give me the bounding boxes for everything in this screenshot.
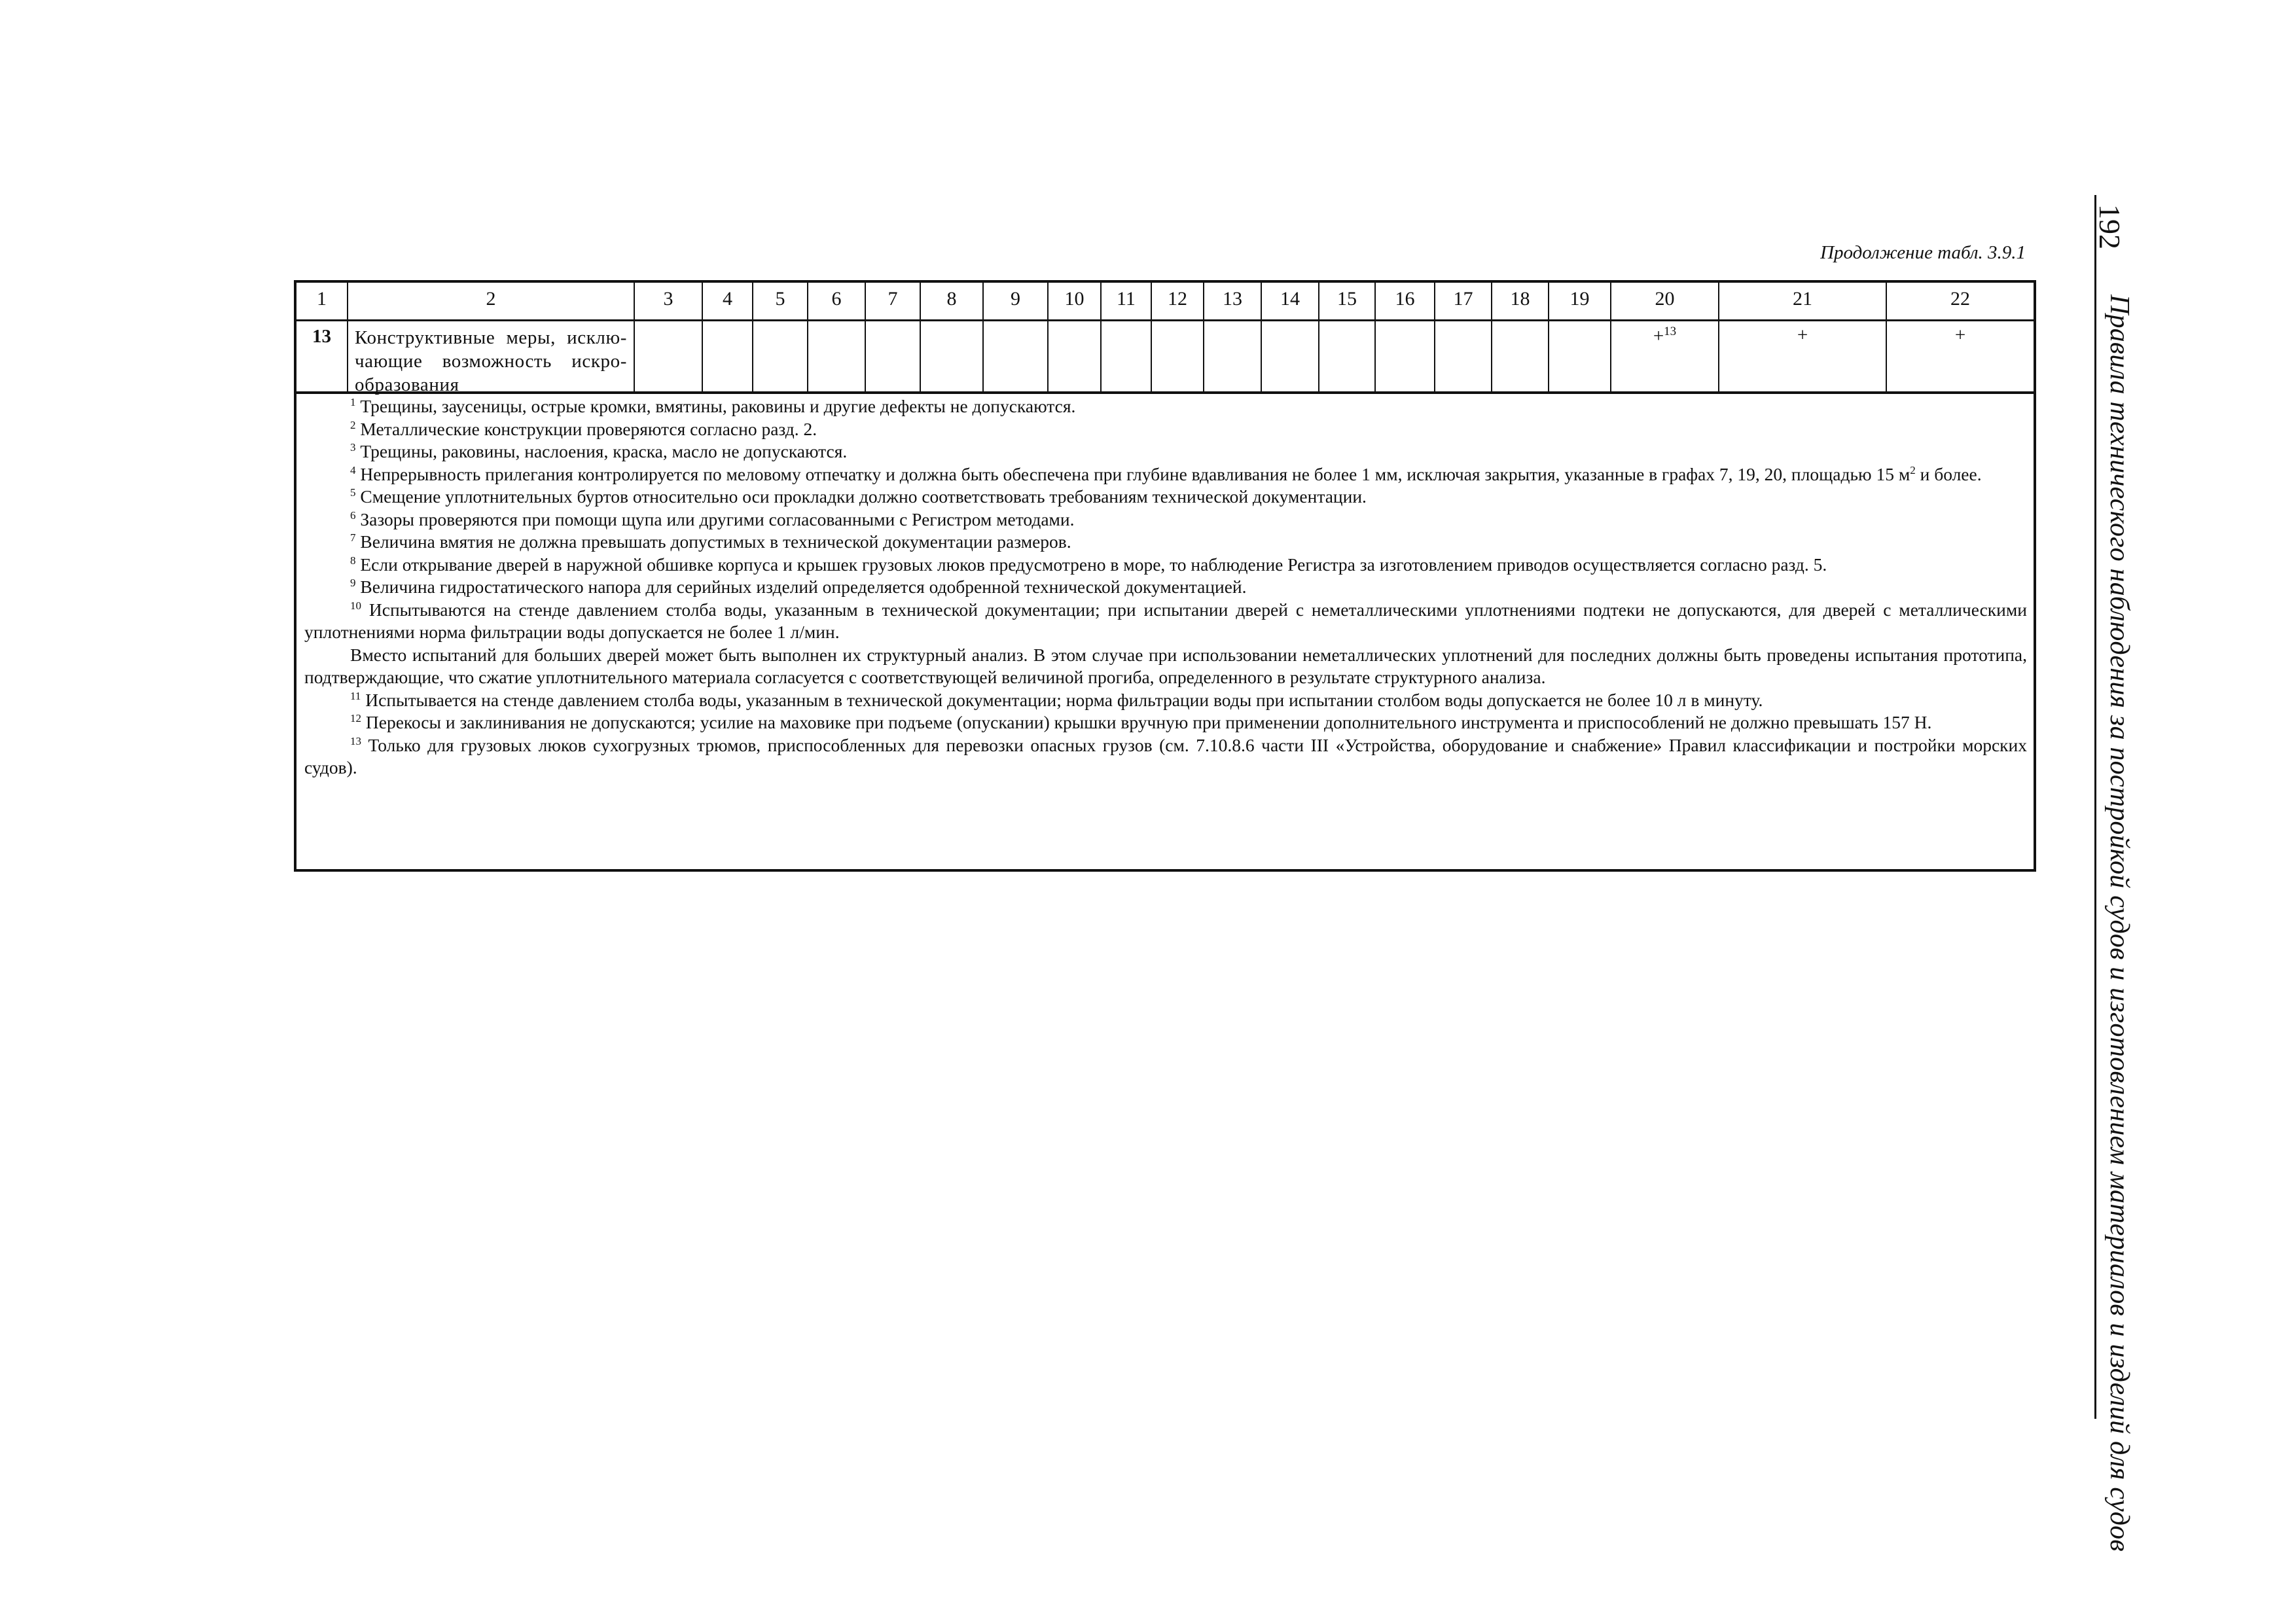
cell-col-21 [1719, 319, 1887, 391]
row-number: 13 [296, 319, 348, 391]
plus-mark: + [1653, 325, 1664, 347]
cell-col-4 [703, 319, 753, 391]
column-header-5: 5 [753, 283, 808, 319]
requirements-table [294, 280, 2036, 872]
column-header-12: 12 [1152, 283, 1204, 319]
footnote-text: Перекосы и заклинивания не допускаются; усилие на маховике при подъеме (опускании) крышки вручную при применении дополнительного инструмента и приспособлений не должно превышать 157 Н. [365, 712, 1932, 732]
footnote-number: 1 [350, 395, 356, 408]
cell-col-15 [1319, 319, 1376, 391]
footnote-number: 10 [350, 599, 361, 612]
footnote-number: 7 [350, 531, 356, 544]
footnote-text: Зазоры проверяются при помощи щупа или другими согласованными с Регистром методами. [360, 508, 1075, 529]
column-header-8: 8 [921, 283, 984, 319]
footnote-text: Непрерывность прилегания контролируется по меловому отпечатку и должна быть обеспечена при глубине вдавливания не более 1 мм, исключая закрытия, указанные в графах 7, 19, 20, площадью 15 м [360, 463, 1910, 484]
footnote-text: Величина гидростатического напора для серийных изделий определяется одобренной технической документацией. [360, 577, 1247, 597]
footnote [304, 463, 2027, 486]
running-head: Правила технического наблюдения за постройкой судов и изготовлением материалов и изделий для судов [2104, 294, 2134, 1552]
cell-col-12 [1152, 319, 1204, 391]
footnote-number: 4 [350, 463, 356, 476]
footnote [304, 486, 2027, 508]
footnote-number: 6 [350, 508, 356, 522]
column-header-15: 15 [1319, 283, 1376, 319]
table-row [296, 319, 2034, 394]
footnote [304, 418, 2027, 441]
footnote [304, 644, 2027, 689]
footnote-number: 11 [350, 689, 361, 702]
footnote-text: Испытывается на стенде давлением столба воды, указанным в технической документации; норма фильтрации воды при испытании столбом воды допускается не более 10 л в минуту. [365, 689, 1763, 710]
header-row [296, 283, 2034, 321]
cell-col-20 [1611, 319, 1719, 391]
footnote-text: Величина вмятия не должна превышать допустимых в технической документации размеров. [360, 531, 1071, 552]
footnote [304, 576, 2027, 599]
footnote-number: 8 [350, 554, 356, 567]
column-header-1: 1 [296, 283, 348, 319]
column-header-21: 21 [1719, 283, 1887, 319]
cell-col-5 [753, 319, 808, 391]
cell-col-3 [635, 319, 703, 391]
column-header-22: 22 [1950, 288, 1970, 310]
column-header-3: 3 [635, 283, 703, 319]
footnote [304, 734, 2027, 779]
footnote [304, 440, 2027, 463]
column-header-7: 7 [866, 283, 921, 319]
footnote-number: 2 [350, 418, 356, 431]
footnote [304, 508, 2027, 531]
cell-col-9 [984, 319, 1049, 391]
column-header-18: 18 [1492, 283, 1549, 319]
footnote-text: Если открывание дверей в наружной обшивке корпуса и крышек грузовых люков предусмотрено в море, то наблюдение Регистра за изготовлением приводов осуществляется согласно разд. 5. [360, 554, 1827, 575]
column-header-16: 16 [1376, 283, 1435, 319]
footnote-number: 5 [350, 486, 356, 499]
cell-col-19 [1549, 319, 1611, 391]
footnote-ref: 13 [1664, 325, 1677, 338]
cell-col-17 [1435, 319, 1492, 391]
column-header-4: 4 [703, 283, 753, 319]
row-description: Конструктивные меры, исклю-чающие возможность искро-образования [348, 319, 635, 391]
footnote [304, 395, 2027, 418]
footnote [304, 599, 2027, 644]
table-continuation-label: Продолжение табл. 3.9.1 [1820, 242, 2026, 263]
column-header-17: 17 [1435, 283, 1492, 319]
column-header-9: 9 [984, 283, 1049, 319]
footnote-text: Вместо испытаний для больших дверей может быть выполнен их структурный анализ. В этом случае при использовании неметаллических уплотнений для последних должны быть проведены испытания прототипа, подтверждающие, что сжатие уплотнительного материала согласуется с соответствующей величиной прогиба, определенного в результате структурного анализа. [304, 644, 2027, 687]
footnote-text-tail: и более. [1915, 463, 1982, 484]
cell-col-8 [921, 319, 984, 391]
footnote-text: Металлические конструкции проверяются согласно разд. 2. [360, 418, 817, 439]
footnote [304, 531, 2027, 554]
column-header-20: 20 [1611, 283, 1719, 319]
footnote-number: 13 [350, 734, 361, 747]
cell-col-10 [1049, 319, 1102, 391]
footnote-number: 12 [350, 711, 361, 724]
cell-col-13 [1204, 319, 1262, 391]
column-header-11: 11 [1102, 283, 1152, 319]
footnote [304, 554, 2027, 577]
footnote-text: Только для грузовых люков сухогрузных трюмов, приспособленных для перевозки опасных грузов (см. 7.10.8.6 части III «Устройства, оборудование и снабжение» Правил классификации и постройки морских судов). [304, 734, 2028, 777]
cell-col-7 [866, 319, 921, 391]
page-number: 192 [2093, 204, 2126, 249]
plus-mark: + [1797, 325, 1808, 346]
column-header-13: 13 [1204, 283, 1262, 319]
unit-exponent: 2 [1910, 463, 1916, 476]
footnote-text: Смещение уплотнительных буртов относительно оси прокладки должно соответствовать требованиям технической документации. [360, 486, 1367, 507]
footnote-text: Трещины, раковины, наслоения, краска, масло не допускаются. [360, 441, 848, 461]
column-header-10: 10 [1049, 283, 1102, 319]
footnotes [296, 395, 2034, 869]
footnote-text: Трещины, заусеницы, острые кромки, вмятины, раковины и другие дефекты не допускаются. [360, 396, 1076, 416]
cell-col-18 [1492, 319, 1549, 391]
footnote [304, 689, 2027, 712]
footnote-number: 9 [350, 576, 356, 589]
column-header-2: 2 [348, 283, 635, 319]
cell-col-22 [1887, 319, 2034, 391]
footnote [304, 711, 2027, 734]
column-header-14: 14 [1262, 283, 1319, 319]
cell-col-11 [1102, 319, 1152, 391]
plus-mark: + [1954, 325, 1966, 346]
column-header-6: 6 [808, 283, 866, 319]
footnote-text: Испытываются на стенде давлением столба воды, указанным в технической документации; при испытании дверей с неметаллическими уплотнениями подтеки не допускаются, для дверей с металлическими уплотнениями норма фильтрации воды допускается не более 1 л/мин. [304, 599, 2027, 642]
cell-col-16 [1376, 319, 1435, 391]
column-header-19: 19 [1549, 283, 1611, 319]
margin-rule [2094, 195, 2096, 1419]
cell-col-14 [1262, 319, 1319, 391]
cell-col-6 [808, 319, 866, 391]
footnote-number: 3 [350, 440, 356, 454]
